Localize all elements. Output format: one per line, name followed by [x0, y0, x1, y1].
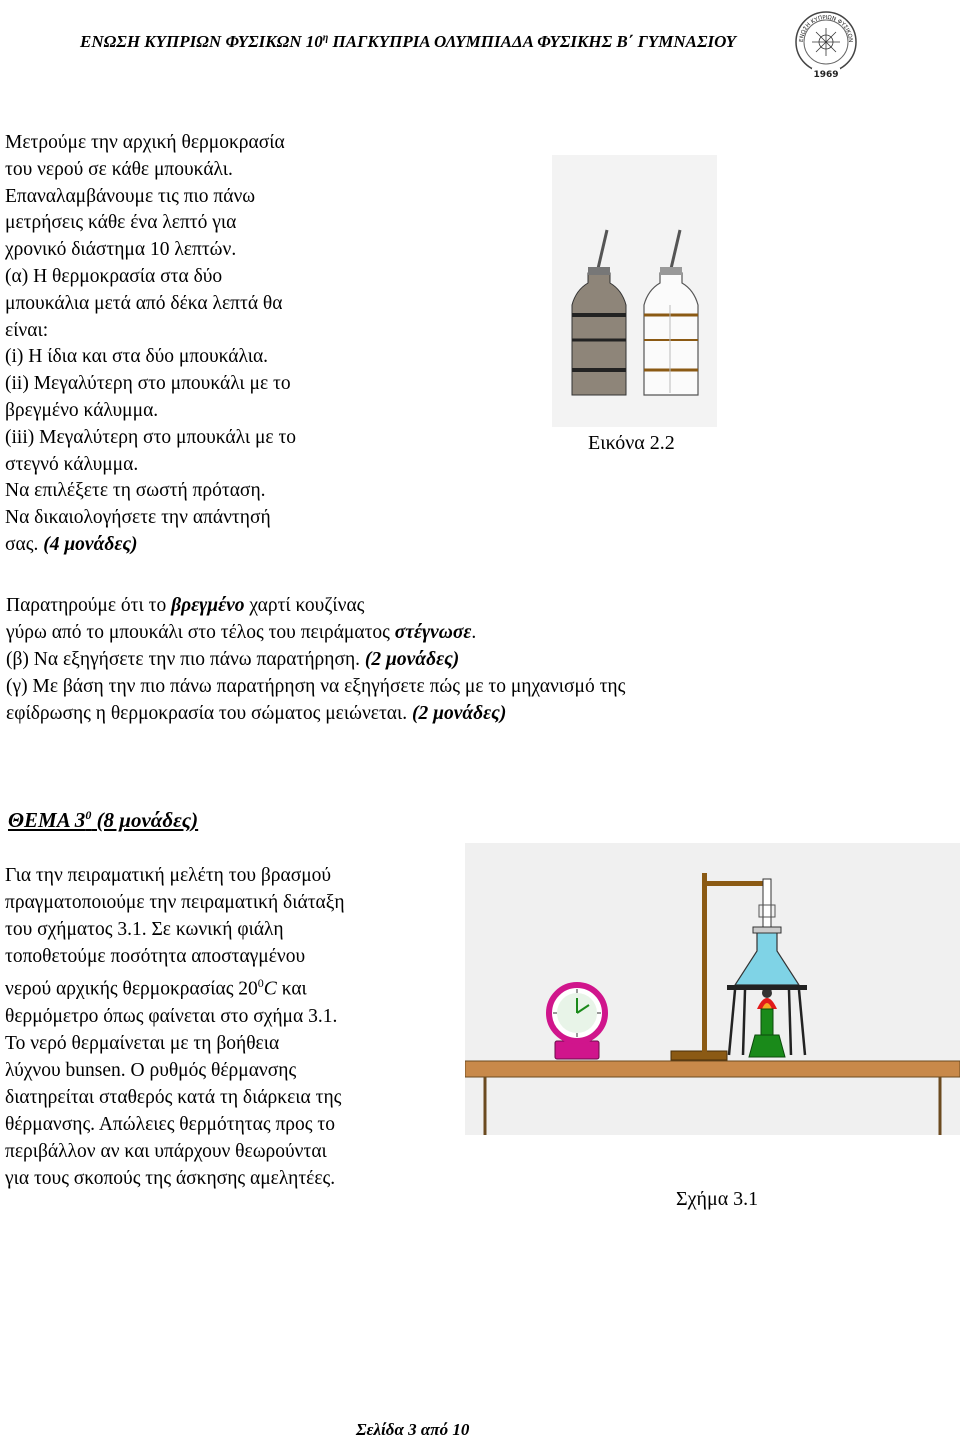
page-number: Σελίδα 3 από 10	[356, 1420, 470, 1439]
page-header: ΕΝΩΣΗ ΚΥΠΡΙΩΝ ΦΥΣΙΚΩΝ $10^\eta$ ΠΑΓΚΥΠΡΙΑ ΟΛΥΜΠΙΑΔΑ ΦΥΣΙΚΗΣ Β΄ ΓΥΜΝΑΣΙΟΥ	[80, 32, 736, 51]
bottles-figure	[552, 155, 717, 427]
boiling-apparatus-figure	[465, 843, 960, 1135]
marks-label: (2 μονάδες)	[364, 649, 460, 670]
association-logo	[793, 0, 859, 88]
theme3-heading: ΘΕΜΑ $3^0$ (8 μονάδες)	[8, 808, 199, 832]
figure-2-2-caption: Εικόνα 2.2	[588, 432, 675, 454]
theme3-text: Για την πειραματική μελέτη του βρασμού πραγματοποιούμε την πειραματική διάταξη του σχήματος 3.1. Σε κωνική φιάλη τοποθετούμε ποσότητα αποσταγμένου νερού αρχικής θερμοκρασίας $20^0C$ και θερμόμετρο όπως φαίνεται στο σχήμα 3.1. Το νερό θερμαίνεται με τη βοήθεια λύχνου bunsen. Ο ρυθμός θέρμανσης διατηρείται σταθερός κατά τη διάρκεια της θέρμανσης. Απώλειες θερμότητας προς το περιβάλλον αν και υπάρχουν θεωρούνται για τους σκοπούς της άσκησης αμελητέες.	[5, 865, 345, 1189]
marks-label: (2 μονάδες)	[412, 703, 507, 724]
logo-year: 1969	[813, 70, 839, 80]
logo-text: ΕΝΩΣΗ ΚΥΠΡΙΩΝ ΦΥΣΙΚΩΝ	[798, 14, 854, 43]
marks-label: (4 μονάδες)	[43, 533, 138, 555]
stopwatch	[549, 985, 605, 1059]
table	[465, 1061, 960, 1077]
figure-3-1-caption: Σχήμα 3.1	[676, 1188, 759, 1210]
observation-text: Παρατηρούμε ότι το βρεγμένο χαρτί κουζίνας γύρω από το μπουκάλι στο τέλος του πειράματος στέγνωσε. (β) Να εξηγήσετε την πιο πάνω παρατήρηση. (2 μονάδες) (γ) Με βάση την πιο πάνω παρατήρηση να εξηγήσετε πώς με το μηχανισμό της εφίδρωσης η θερμοκρασία του σώματος μειώνεται. (2 μονάδες)	[6, 595, 626, 724]
section2-text: Μετρούμε την αρχική θερμοκρασία του νερού σε κάθε μπουκάλι. Επαναλαμβάνουμε τις πιο πάνω μετρήσεις κάθε ένα λεπτό για χρονικό διάστημα 10 λεπτών. (α) Η θερμοκρασία στα δύο μπουκάλια μετά από δέκα λεπτά θα είναι: (i) Η ίδια και στα δύο μπουκάλια. (ii) Μεγαλύτερη στο μπουκάλι με το βρεγμένο κάλυμμα. (iii) Μεγαλύτερη στο μπουκάλι με το στεγνό κάλυμμα. Να επιλέξετε τη σωστή πρόταση. Να δικαιολογήσετε την απάντησή σας. (4 μονάδες)	[5, 132, 297, 555]
